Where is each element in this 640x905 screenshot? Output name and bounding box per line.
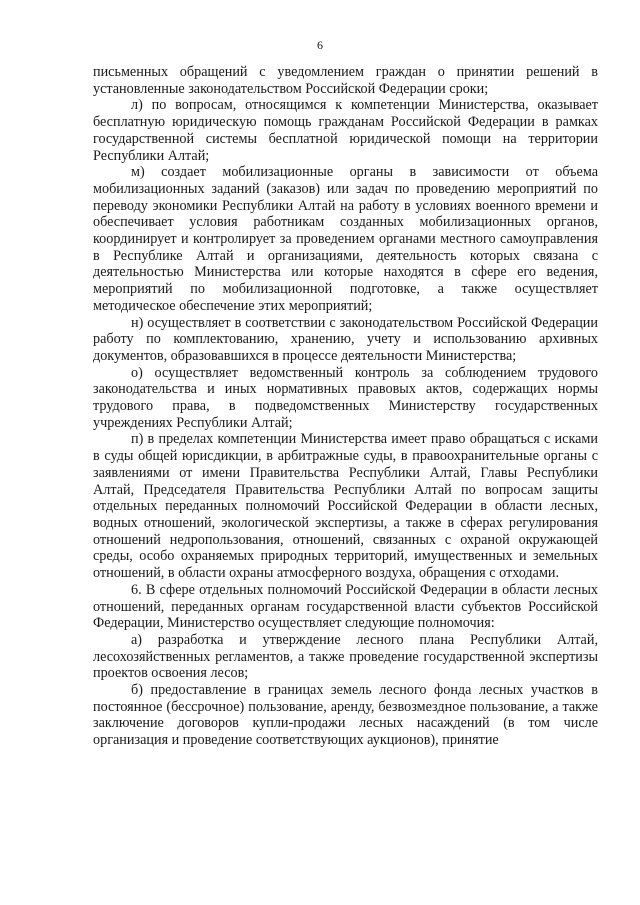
paragraph-item-p: п) в пределах компетенции Министерства имеет право обращаться с исками в суды общей юрисдикции, в арбитражные суды, в правоохранительные органы с заявлениями от имени Правительства Республики Алтай, Главы Республики Алтай, Председателя Правительства Республики Алтай по вопросам защиты отдельных переданных полномочий Российской Федерации в области лесных, водных отношений, экологической экспертизы, а также в сферах регулирования отношений недропользования, отношений, связанных с охраной окружающей среды, особо охраняемых природных территорий, имущественных и земельных отношений, в области охраны атмосферного воздуха, обращения с отходами. bbox=[93, 431, 598, 582]
body-text bbox=[93, 64, 598, 749]
paragraph-section-6: 6. В сфере отдельных полномочий Российской Федерации в области лесных отношений, переданных органам государственной власти субъектов Российской Федерации, Министерство осуществляет следующие полномочия: bbox=[93, 581, 598, 632]
paragraph-continuation: письменных обращений с уведомлением граждан о принятии решений в установленные законодательством Российской Федерации сроки; bbox=[93, 64, 598, 97]
page-number: 6 bbox=[317, 38, 323, 52]
paragraph-item-o: о) осуществляет ведомственный контроль за соблюдением трудового законодательства и иных нормативных правовых актов, содержащих нормы трудового права, в подведомственных Министерству государственных учреждениях Республики Алтай; bbox=[93, 364, 598, 431]
paragraph-item-m: м) создает мобилизационные органы в зависимости от объема мобилизационных заданий (заказов) или задач по проведению мероприятий по переводу экономики Республики Алтай на работу в условиях военного времени и обеспечивает условия работникам созданных мобилизационных органов, координирует и контролирует за проведением органами местного самоуправления в Республике Алтай и организациями, деятельность которых связана с деятельностью Министерства или которые находятся в сфере его ведения, мероприятий по мобилизационной подготовке, а также осуществляет методическое обеспечение этих мероприятий; bbox=[93, 164, 598, 314]
paragraph-item-b: б) предоставление в границах земель лесного фонда лесных участков в постоянное (бессрочное) пользование, аренду, безвозмездное пользование, а также заключение договоров купли-продажи лесных насаждений (в том числе организация и проведение соответствующих аукционов), принятие bbox=[93, 682, 598, 749]
paragraph-item-n: н) осуществляет в соответствии с законодательством Российской Федерации работу по комплектованию, хранению, учету и использованию архивных документов, образовавшихся в процессе деятельности Министерства; bbox=[93, 314, 598, 364]
paragraph-item-l: л) по вопросам, относящимся к компетенции Министерства, оказывает бесплатную юридическую помощь гражданам Российской Федерации в рамках государственной системы бесплатной юридической помощи на территории Республики Алтай; bbox=[93, 97, 598, 164]
paragraph-item-a: а) разработка и утверждение лесного плана Республики Алтай, лесохозяйственных регламентов, а также проведение государственной экспертизы проектов освоения лесов; bbox=[93, 631, 598, 682]
